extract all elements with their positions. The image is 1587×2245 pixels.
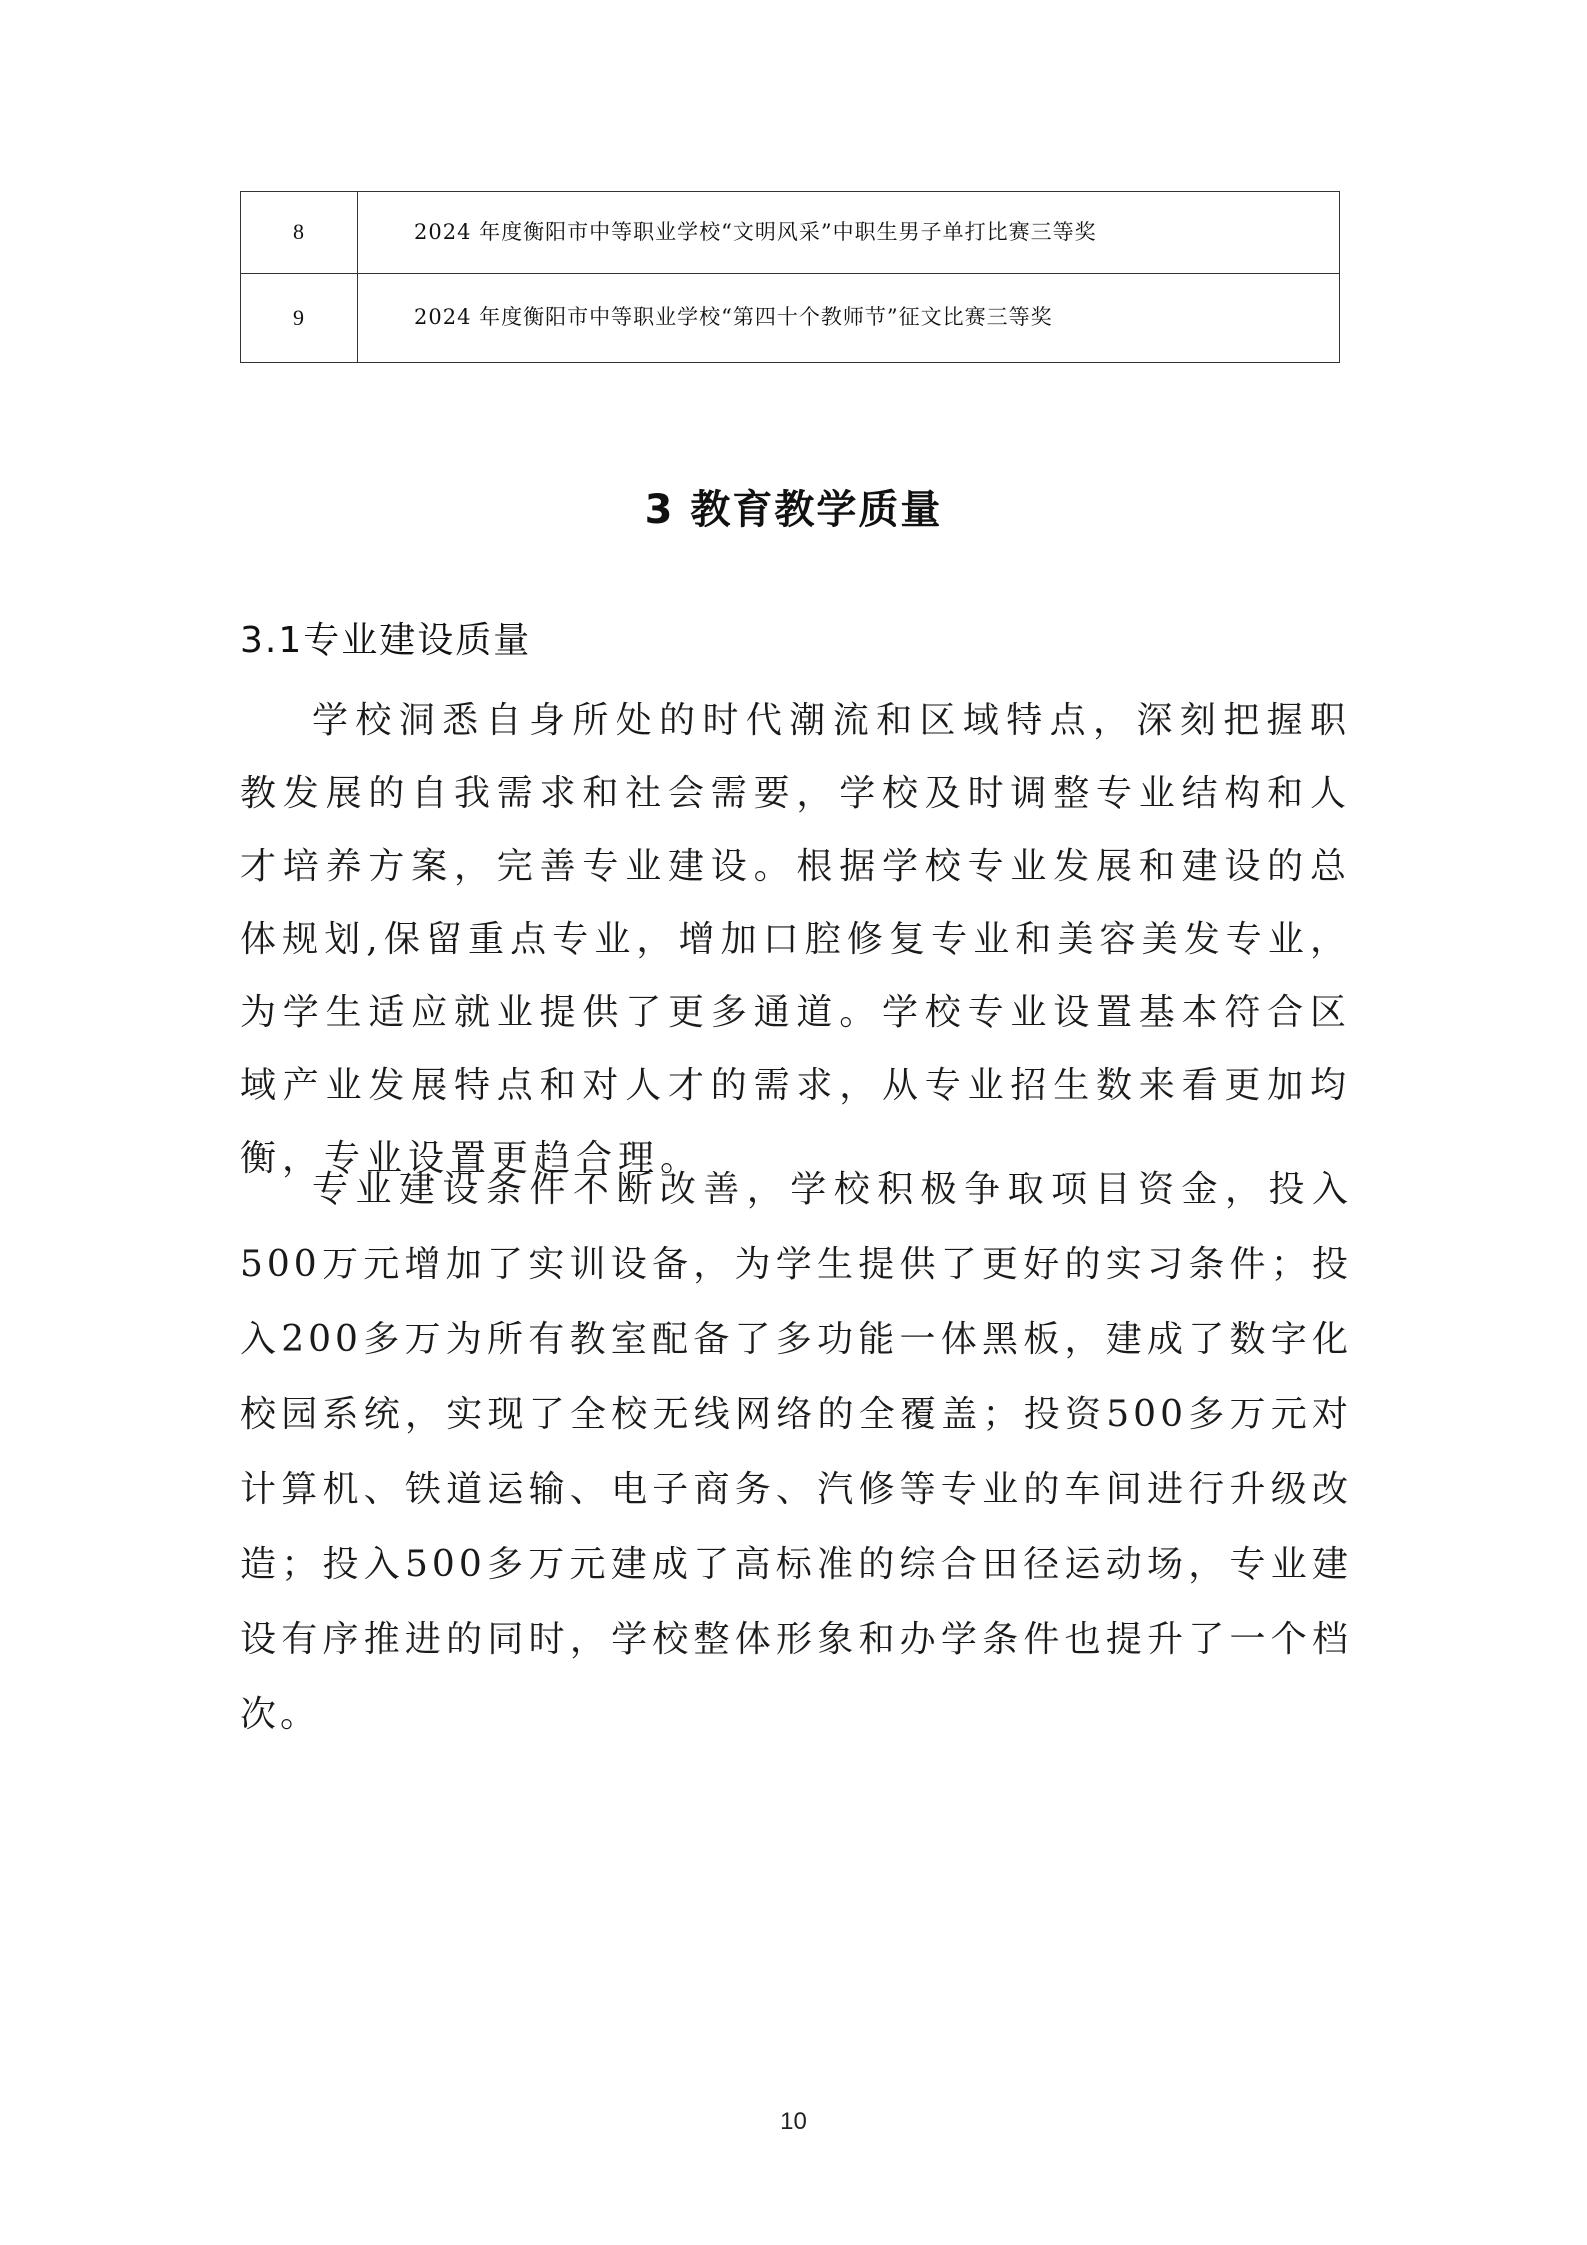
table-row: [241, 192, 1340, 274]
awards-table: [240, 191, 1340, 363]
award-number: 8: [241, 192, 358, 274]
chapter-title: 3 教育教学质量: [644, 487, 943, 533]
award-number: 9: [241, 274, 358, 363]
body-paragraph: 专业建设条件不断改善，学校积极争取项目资金，投入500万元增加了实训设备，为学生提供了更好的实习条件；投入200多万为所有教室配备了多功能一体黑板，建成了数字化校园系统，实现了全校无线网络的全覆盖；投资500多万元对计算机、铁道运输、电子商务、汽修等专业的车间进行升级改造；投入500多万元建成了高标准的综合田径运动场，专业建设有序推进的同时，学校整体形象和办学条件也提升了一个档次。: [240, 1169, 1352, 1735]
table-row: [241, 274, 1340, 363]
body-paragraph: 学校洞悉自身所处的时代潮流和区域特点，深刻把握职教发展的自我需求和社会需要，学校及时调整专业结构和人才培养方案，完善专业建设。根据学校专业发展和建设的总体规划,保留重点专业，增加口腔修复专业和美容美发专业，为学生适应就业提供了更多通道。学校专业设置基本符合区域产业发展特点和对人才的需求，从专业招生数来看更加均衡，专业设置更趋合理。: [240, 700, 1352, 1179]
page-number: 10: [780, 2108, 807, 2135]
section-title: 3.1专业建设质量: [240, 620, 532, 661]
award-description: 2024 年度衡阳市中等职业学校“第四十个教师节”征文比赛三等奖: [358, 274, 1340, 363]
award-description: 2024 年度衡阳市中等职业学校“文明风采”中职生男子单打比赛三等奖: [358, 192, 1340, 274]
